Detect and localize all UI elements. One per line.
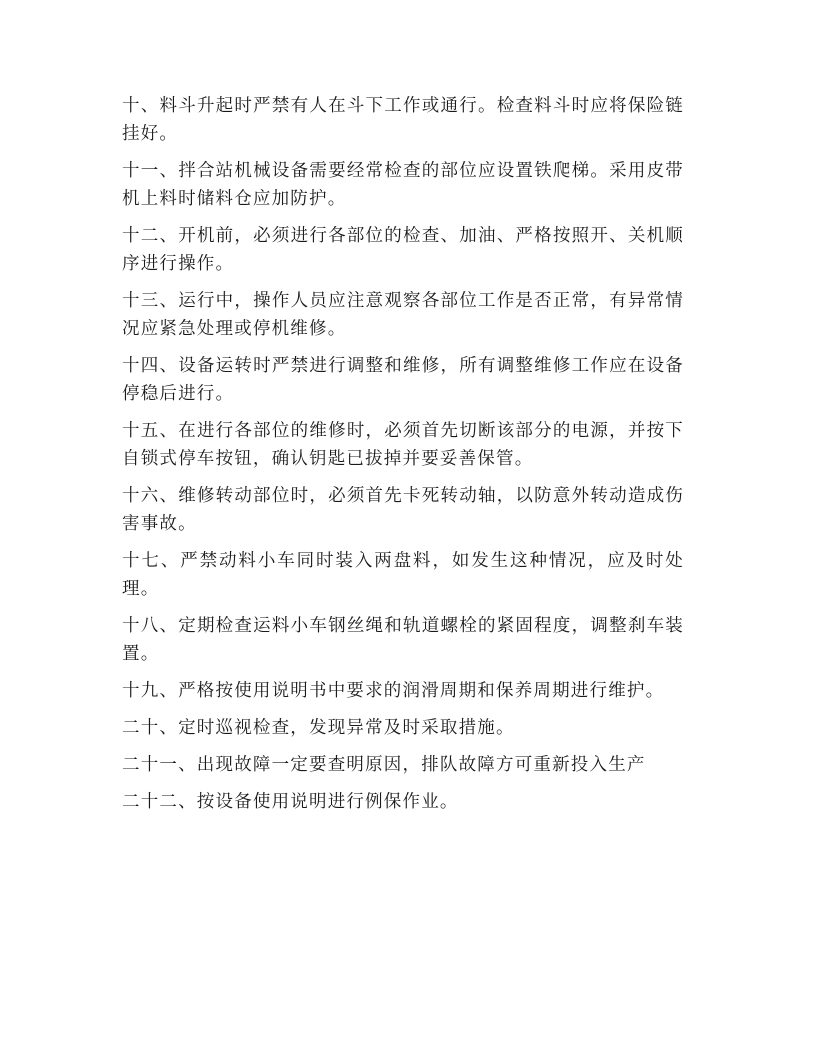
paragraph-item-17: 十七、严禁动料小车同时装入两盘料，如发生这种情况，应及时处理。 — [122, 551, 684, 599]
paragraph-item-16: 十六、维修转动部位时，必须首先卡死转动轴，以防意外转动造成伤害事故。 — [122, 486, 684, 534]
paragraph-item-15: 十五、在进行各部位的维修时，必须首先切断该部分的电源，并按下自锁式停车按钮，确认钥匙已拔掉并要妥善保管。 — [122, 421, 684, 469]
paragraph-item-18: 十八、定期检查运料小车钢丝绳和轨道螺栓的紧固程度，调整刹车装置。 — [122, 616, 684, 664]
paragraph-item-11: 十一、拌合站机械设备需要经常检查的部位应设置铁爬梯。采用皮带机上料时储料仓应加防护。 — [122, 161, 684, 209]
paragraph-item-13: 十三、运行中，操作人员应注意观察各部位工作是否正常，有异常情况应紧急处理或停机维修。 — [122, 291, 684, 339]
paragraph-item-22: 二十二、按设备使用说明进行例保作业。 — [122, 792, 459, 812]
paragraph-item-14: 十四、设备运转时严禁进行调整和维修，所有调整维修工作应在设备停稳后进行。 — [122, 356, 684, 404]
paragraph-item-19: 十九、严格按使用说明书中要求的润滑周期和保养周期进行维护。 — [122, 681, 665, 701]
paragraph-item-10: 十、料斗升起时严禁有人在斗下工作或通行。检查料斗时应将保险链挂好。 — [122, 96, 684, 144]
paragraph-item-12: 十二、开机前，必须进行各部位的检查、加油、严格按照开、关机顺序进行操作。 — [122, 226, 684, 274]
paragraph-item-21: 二十一、出现故障一定要查明原因，排队故障方可重新投入生产 — [122, 755, 646, 775]
paragraph-item-20: 二十、定时巡视检查，发现异常及时采取措施。 — [122, 718, 515, 738]
document-body — [122, 92, 684, 825]
